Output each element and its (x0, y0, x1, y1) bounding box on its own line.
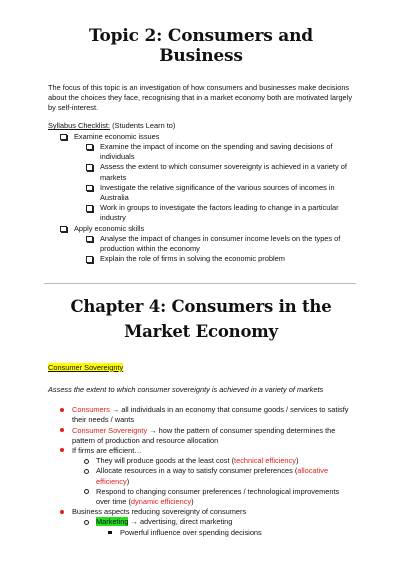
bullet-icon (60, 408, 64, 412)
checklist-item-text: Assess the extent to which consumer sovereignty is achieved in a variety of markets (100, 162, 347, 182)
term-allocative-efficiency: allocative efficiency (96, 466, 329, 486)
checklist-group (60, 132, 354, 224)
checklist-item (86, 254, 354, 264)
definition-text: → how the pattern of consumer spending determines the pattern of production and resource allocation (72, 425, 336, 445)
bullet-icon (60, 428, 64, 432)
circle-bullet-icon (84, 469, 89, 474)
checklist-sublist (86, 142, 354, 224)
list-item (84, 487, 354, 507)
notes-list (60, 405, 354, 538)
checkbox-icon (86, 144, 93, 151)
list-item-text: Powerful influence over spending decisions (120, 527, 262, 537)
aspects-sublist (84, 517, 354, 537)
list-item-text: If firms are efficient… (72, 445, 142, 455)
checklist-item (86, 183, 354, 203)
marketing-sublist (108, 528, 354, 538)
circle-bullet-icon (84, 520, 89, 525)
definition-text: → all individuals in an economy that consume goods / services to satisfy their needs / wants (72, 405, 349, 425)
list-item-text: They will produce goods at the least cost ( (96, 456, 235, 466)
syllabus-label: Syllabus Checklist: (48, 121, 111, 131)
checklist-group-label: Apply economic skills (74, 223, 145, 233)
checkbox-icon (86, 164, 93, 171)
checklist-group-label: Examine economic issues (74, 131, 160, 141)
term-consumer-sovereignty: Consumer Sovereignty (72, 425, 148, 435)
list-item (84, 466, 354, 486)
list-item-text: → advertising, direct marketing (128, 517, 233, 527)
list-item (84, 456, 354, 466)
focus-question: Assess the extent to which consumer sovereignty is achieved in a variety of markets (48, 384, 324, 394)
checkbox-icon (86, 236, 93, 243)
checkbox-icon (60, 226, 67, 233)
checklist-item (86, 234, 354, 254)
topic-intro: The focus of this topic is an investigation of how consumers and businesses make decisions about the choices they face, recognising that in a market economy both are motivated largely by self-interest. (48, 82, 353, 113)
syllabus-note: (Students Learn to) (110, 121, 176, 131)
checkbox-icon (86, 256, 93, 263)
list-item-text: Respond to changing consumer preferences / technological improvements over time ( (96, 486, 340, 507)
syllabus-heading (48, 121, 354, 131)
efficiency-sublist (84, 456, 354, 507)
term-dynamic-efficiency: dynamic efficiency (130, 497, 192, 507)
checklist-item-text: Analyse the impact of changes in consumer income levels on the types of production within the economy (100, 233, 341, 254)
chapter-title: Chapter 4: Consumers in the Market Economy (70, 296, 332, 342)
list-item (60, 507, 354, 538)
checklist-sublist (86, 234, 354, 265)
checklist-item-text: Work in groups to investigate the factors leading to change in a particular industry (100, 203, 339, 223)
square-bullet-icon (108, 531, 112, 535)
circle-bullet-icon (84, 489, 89, 494)
term-marketing: Marketing (96, 517, 129, 527)
syllabus-checklist (60, 132, 354, 265)
topic-title: Topic 2: Consumers and Business (89, 26, 313, 67)
term-technical-efficiency: technical efficiency (234, 456, 296, 466)
checklist-item (86, 142, 354, 162)
paren-close: ) (126, 476, 130, 486)
checkbox-icon (86, 205, 93, 212)
circle-bullet-icon (84, 459, 89, 464)
consumer-sovereignty-heading: Consumer Sovereignty (48, 362, 124, 372)
list-item (60, 446, 354, 507)
checklist-item-text: Examine the impact of income on the spending and saving decisions of individuals (100, 141, 333, 162)
section-divider (44, 283, 356, 284)
checklist-group (60, 224, 354, 265)
section-heading (48, 363, 354, 373)
checklist-item-text: Explain the role of firms in solving the economic problem (100, 254, 285, 264)
checklist-item (86, 203, 354, 223)
paren-close: ) (191, 497, 194, 507)
paren-close: ) (295, 456, 299, 466)
list-item-text: Allocate resources in a way to satisfy consumer preferences ( (96, 466, 298, 476)
list-item (60, 426, 354, 446)
checkbox-icon (86, 185, 93, 192)
list-item (60, 405, 354, 425)
term-consumers: Consumers (72, 405, 110, 415)
list-item-text: Business aspects reducing sovereignty of consumers (72, 507, 247, 517)
list-item (108, 528, 354, 538)
checkbox-icon (60, 134, 67, 141)
bullet-icon (60, 448, 64, 452)
bullet-icon (60, 510, 64, 514)
checklist-item (86, 162, 354, 182)
checklist-item-text: Investigate the relative significance of the various sources of incomes in Australia (100, 182, 335, 202)
list-item (84, 517, 354, 537)
